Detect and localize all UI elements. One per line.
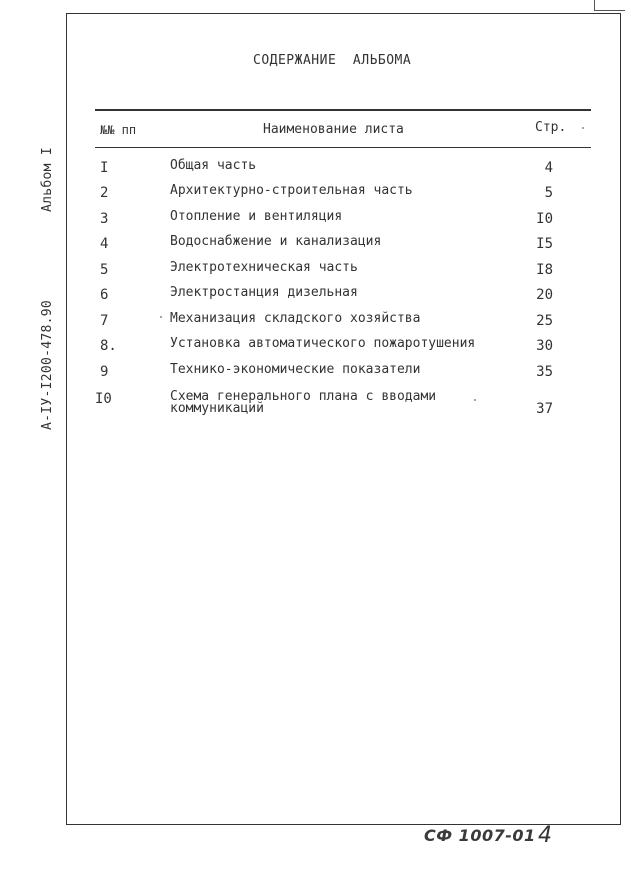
row-number: I (100, 160, 109, 176)
page-title: СОДЕРЖАНИЕ АЛЬБОМА (253, 53, 412, 68)
scan-speck (474, 399, 476, 401)
row-title: Технико-экономические показатели (170, 362, 421, 377)
table-row (0, 338, 631, 358)
row-title: Отопление и вентиляция (170, 209, 343, 224)
document-stamp: СФ 1007-01 (424, 826, 536, 845)
table-row (0, 160, 631, 180)
table-row (0, 185, 631, 205)
scan-speck (582, 127, 584, 129)
row-page: 30 (536, 338, 553, 354)
table-row (0, 287, 631, 307)
sheet-number: 4 (538, 823, 552, 848)
table-header-rule (95, 147, 591, 148)
row-number: 7 (100, 313, 109, 329)
row-number: 5 (100, 262, 109, 278)
corner-mark (594, 0, 625, 11)
table-row (0, 313, 631, 333)
row-page: I8 (536, 262, 553, 278)
row-number: 4 (100, 236, 109, 252)
row-title: Схема генерального плана с вводами коммуникаций (170, 389, 437, 416)
row-page: 4 (544, 160, 553, 176)
row-title: Механизация складского хозяйства (170, 311, 421, 326)
album-label: Альбом I (40, 146, 55, 212)
column-header-number: №№ пп (100, 123, 137, 137)
row-page: 37 (536, 401, 553, 417)
table-row (0, 364, 631, 384)
row-page: 20 (536, 287, 553, 303)
column-header-page: Стр. (535, 120, 567, 135)
table-top-rule (95, 109, 591, 111)
row-number: 2 (100, 185, 109, 201)
row-number: 6 (100, 287, 109, 303)
table-row (0, 211, 631, 231)
row-title: Архитектурно-строительная часть (170, 183, 413, 198)
row-page: 25 (536, 313, 553, 329)
row-number: 9 (100, 364, 109, 380)
row-title: Электростанция дизельная (170, 285, 358, 300)
document-code: А-IУ-I200-478.90 (40, 299, 55, 430)
column-header-name: Наименование листа (263, 122, 404, 137)
row-title: Общая часть (170, 158, 257, 173)
row-page: 5 (544, 185, 553, 201)
row-title: Электротехническая часть (170, 260, 358, 275)
table-row (0, 262, 631, 282)
scan-speck (160, 316, 162, 318)
row-page: I0 (536, 211, 553, 227)
row-number: I0 (95, 391, 112, 407)
row-title: Водоснабжение и канализация (170, 234, 382, 249)
table-row (0, 391, 631, 425)
row-number: 3 (100, 211, 109, 227)
table-row (0, 236, 631, 256)
row-page: 35 (536, 364, 553, 380)
row-title: Установка автоматического пожаротушения (170, 336, 476, 351)
row-page: I5 (536, 236, 553, 252)
row-number: 8. (100, 338, 117, 354)
